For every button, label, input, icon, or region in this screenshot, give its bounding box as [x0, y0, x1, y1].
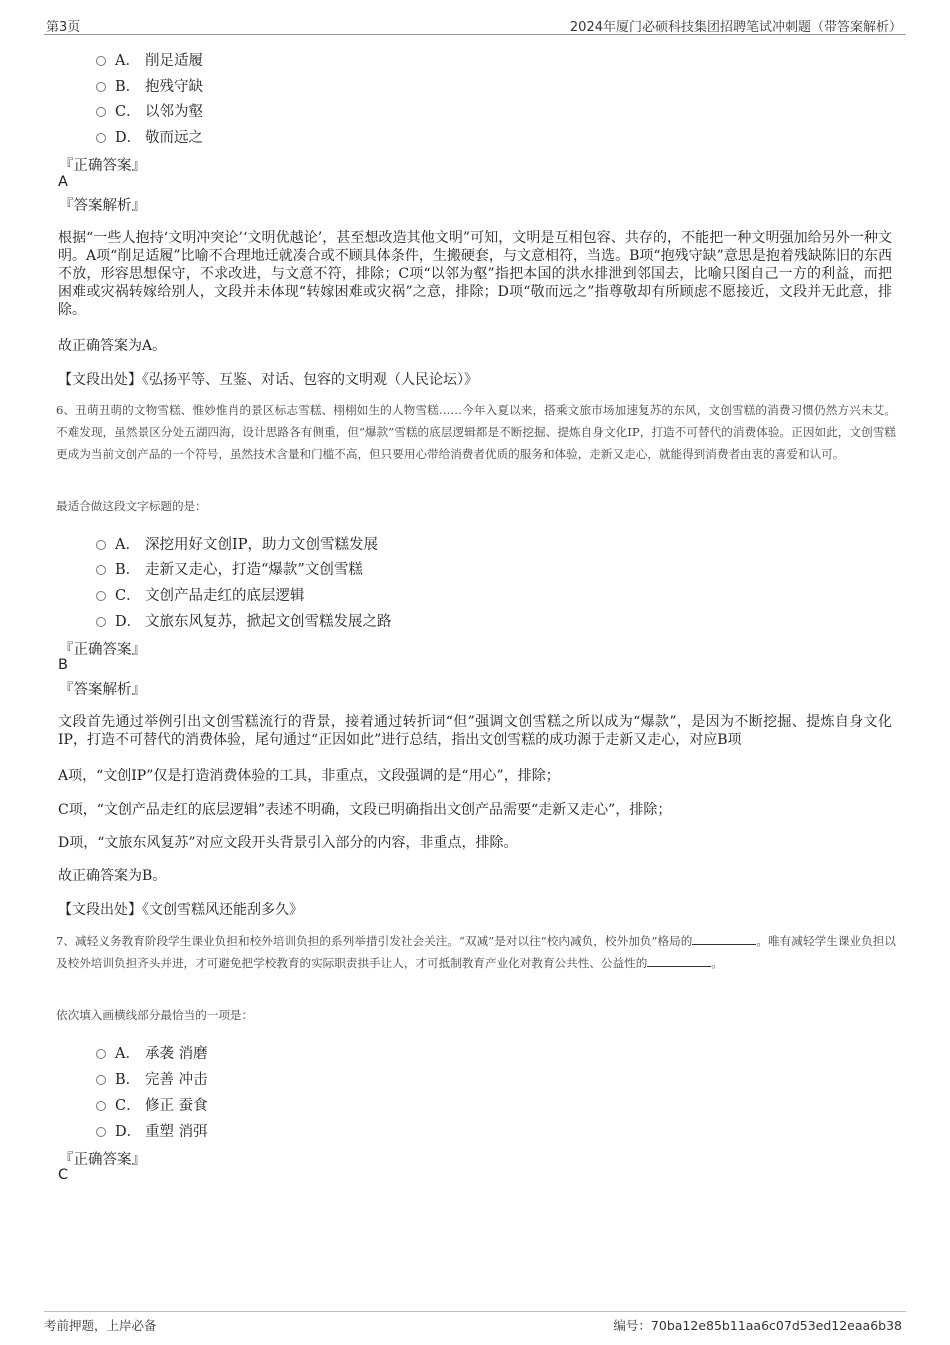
fill-blank-2[interactable]	[647, 956, 711, 967]
footer-slogan: 考前押题，上岸必备	[44, 1318, 157, 1333]
q5-option-c[interactable]: C． 以邻为壑	[96, 100, 203, 121]
q5-answer: A	[58, 174, 68, 190]
q6-prompt: 最适合做这段文字标题的是：	[56, 499, 207, 513]
q7-option-c[interactable]: C． 修正 蚕食	[96, 1094, 208, 1115]
q5-source: 【文段出处】《弘扬平等、互鉴、对话、包容的文明观（人民论坛）》	[58, 372, 478, 388]
q7-answer: C	[58, 1167, 69, 1183]
q6-option-d[interactable]: D． 文旅东风复苏，掀起文创雪糕发展之路	[96, 610, 392, 631]
q6-note-a: A项，“文创IP”仅是打造消费体验的工具，非重点，文段强调的是“用心”，排除；	[58, 768, 560, 784]
radio-icon[interactable]	[96, 56, 106, 66]
q6-analysis: 文段首先通过举例引出文创雪糕流行的背景，接着通过转折词“但”强调文创雪糕之所以成为“爆款”，是因为不断挖掘、提炼自身文化IP，打造不可替代的消费体验，尾句通过“正因如此”进行总结，指出文创雪糕的成功源于走新又走心，对应B项	[58, 714, 892, 748]
radio-icon[interactable]	[96, 591, 106, 601]
q5-option-d[interactable]: D． 敬而远之	[96, 126, 203, 147]
fill-blank-1[interactable]	[692, 934, 756, 945]
radio-icon[interactable]	[96, 133, 106, 143]
radio-icon[interactable]	[96, 617, 106, 627]
q5-option-b[interactable]: B． 抱残守缺	[96, 75, 203, 96]
q6-answer: B	[58, 657, 68, 673]
radio-icon[interactable]	[96, 540, 106, 550]
page-number: 第3页	[46, 20, 81, 35]
radio-icon[interactable]	[96, 107, 106, 117]
radio-icon[interactable]	[96, 82, 106, 92]
radio-icon[interactable]	[96, 1049, 106, 1059]
q6-option-c[interactable]: C． 文创产品走红的底层逻辑	[96, 584, 305, 605]
document-id: 编号：70ba12e85b11aa6c07d53ed12eaa6b38	[613, 1318, 902, 1333]
q7-answer-label: 『正确答案』	[59, 1152, 146, 1168]
q6-question: 6、丑萌丑萌的文物雪糕、惟妙惟肖的景区标志雪糕、栩栩如生的人物雪糕……今年入夏以来，搭乘文旅市场加速复苏的东风，文创雪糕的消费习惯仍然方兴未艾。不难发现，虽然景区分处五湖四海，设计思路各有侧重，但“爆款”雪糕的底层逻辑都是不断挖掘、提炼自身文化IP，打造不可替代的消费体验。正因如此，文创雪糕更成为当前文创产品的一个符号，虽然技术含量和门槛不高，但只要用心带给消费者优质的服务和体验，走新又走心，就能得到消费者由衷的喜爱和认可。	[56, 403, 896, 461]
q7-question: 7、减轻义务教育阶段学生课业负担和校外培训负担的系列举措引发社会关注。“双减”是对以往“校内减负，校外加负”格局的 。唯有减轻学生课业负担以及校外培训负担齐头并进，才可避免把学校教育的实际职责拱手让人，才可抵制教育产业化对教育公共性、公益性的 。	[56, 934, 896, 970]
q5-option-a[interactable]: A． 削足适履	[96, 49, 203, 70]
radio-icon[interactable]	[96, 565, 106, 575]
q6-note-d: D项，“文旅东风复苏”对应文段开头背景引入部分的内容，非重点，排除。	[58, 835, 518, 851]
q5-conclusion: 故正确答案为A。	[58, 338, 167, 354]
q6-option-b[interactable]: B． 走新又走心，打造“爆款”文创雪糕	[96, 558, 363, 579]
document-title: 2024年厦门必硕科技集团招聘笔试冲刺题（带答案解析）	[569, 20, 902, 35]
radio-icon[interactable]	[96, 1101, 106, 1111]
q6-source: 【文段出处】《文创雪糕风还能刮多久》	[58, 902, 303, 918]
q7-option-b[interactable]: B． 完善 冲击	[96, 1068, 208, 1089]
q6-note-c: C项，“文创产品走红的底层逻辑”表述不明确，文段已明确指出文创产品需要“走新又走心”，排除；	[58, 802, 672, 818]
q6-option-a[interactable]: A． 深挖用好文创IP，助力文创雪糕发展	[96, 533, 378, 554]
q6-conclusion: 故正确答案为B。	[58, 868, 167, 884]
q5-answer-label: 『正确答案』	[59, 158, 146, 174]
q6-answer-label: 『正确答案』	[59, 642, 146, 658]
page-footer	[44, 1311, 906, 1336]
page-header	[44, 14, 906, 35]
q7-prompt: 依次填入画横线部分最恰当的一项是：	[56, 1008, 254, 1022]
radio-icon[interactable]	[96, 1075, 106, 1085]
q5-analysis: 根据“一些人抱持‘文明冲突论’‘文明优越论’，甚至想改造其他文明”可知，文明是互相包容、共存的，不能把一种文明强加给另外一种文明。A项“削足适履”比喻不合理地迁就凑合或不顾具体条件，生搬硬套，与文意相符，当选。B项“抱残守缺”意思是抱着残缺陈旧的东西不放，形容思想保守，不求改进，与文意不符，排除；C项“以邻为壑”指把本国的洪水排泄到邻国去，比喻只图自己一方的利益，而把困难或灾祸转嫁给别人，文段并未体现“转嫁困难或灾祸”之意，排除；D项“敬而远之”指尊敬却有所顾虑不愿接近，文段并无此意，排除。	[58, 230, 892, 318]
q5-analysis-label: 『答案解析』	[59, 198, 146, 214]
q7-option-a[interactable]: A． 承袭 消磨	[96, 1042, 208, 1063]
q7-option-d[interactable]: D． 重塑 消弭	[96, 1120, 208, 1141]
radio-icon[interactable]	[96, 1127, 106, 1137]
q6-analysis-label: 『答案解析』	[59, 682, 146, 698]
